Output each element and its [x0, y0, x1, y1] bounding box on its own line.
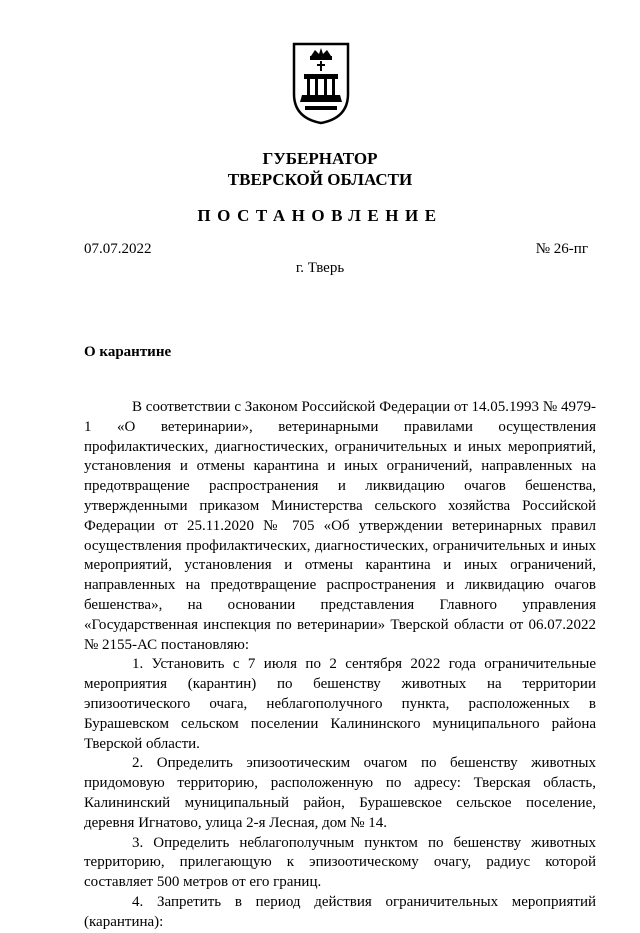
tver-coat-of-arms-icon — [291, 40, 351, 125]
clause-3: 3. Определить неблагополучным пунктом по бешенству животных территорию, прилегающую к эпизоотическому очагу, радиус которой составляет 500 метров от его границ. — [84, 834, 596, 891]
issuer-title: ГУБЕРНАТОР — [262, 149, 378, 168]
document-type: ПОСТАНОВЛЕНИЕ — [197, 206, 443, 225]
document-date: 07.07.2022 — [84, 241, 152, 257]
clause-4: 4. Запретить в период действия ограничительных мероприятий (карантина): — [84, 893, 596, 930]
clause-2: 2. Определить эпизоотическим очагом по бешенству животных придомовую территорию, расположенную по адресу: Тверская область, Калининский муниципальный район, Бурашевское сельское поселение, деревня Игнатово, улица 2-я Лесная, дом № 14. — [84, 755, 596, 831]
document-city: г. Тверь — [295, 260, 345, 276]
preamble-paragraph: В соответствии с Законом Российской Федерации от 14.05.1993 № 4979-1 «О ветеринарии», ветеринарными правилами осуществления профилактических, диагностических, ограничительных и иных мероприятий, установления и отмены карантина и иных ограничений, направленных на предотвращение распространения и ликвидацию очагов бешенства, утвержденными приказом Министерства сельского хозяйства Российской Федерации от 25.11.2020 № 705 «Об утверждении ветеринарных правил осуществления профилактических, диагностических, ограничительных и иных мероприятий, установления и отмены карантина и иных ограничений, направленных на предотвращение распространения и ликвидацию очагов бешенства», на основании представления Главного управления «Государственная инспекция по ветеринарии» Тверской области от 06.07.2022 № 2155-АС постановляю: — [84, 399, 596, 653]
document-subject: О карантине — [84, 344, 172, 360]
document-body — [84, 398, 596, 933]
clause-1: 1. Установить с 7 июля по 2 сентября 2022 года ограничительные мероприятия (карантин) по бешенству животных на территории эпизоотического очага, неблагополучного пункта, расположенных в Бурашевском сельском поселении Калининского муниципального района Тверской области. — [84, 656, 596, 752]
document-number: № 26-пг — [535, 241, 588, 257]
issuer-region: ТВЕРСКОЙ ОБЛАСТИ — [227, 170, 413, 189]
